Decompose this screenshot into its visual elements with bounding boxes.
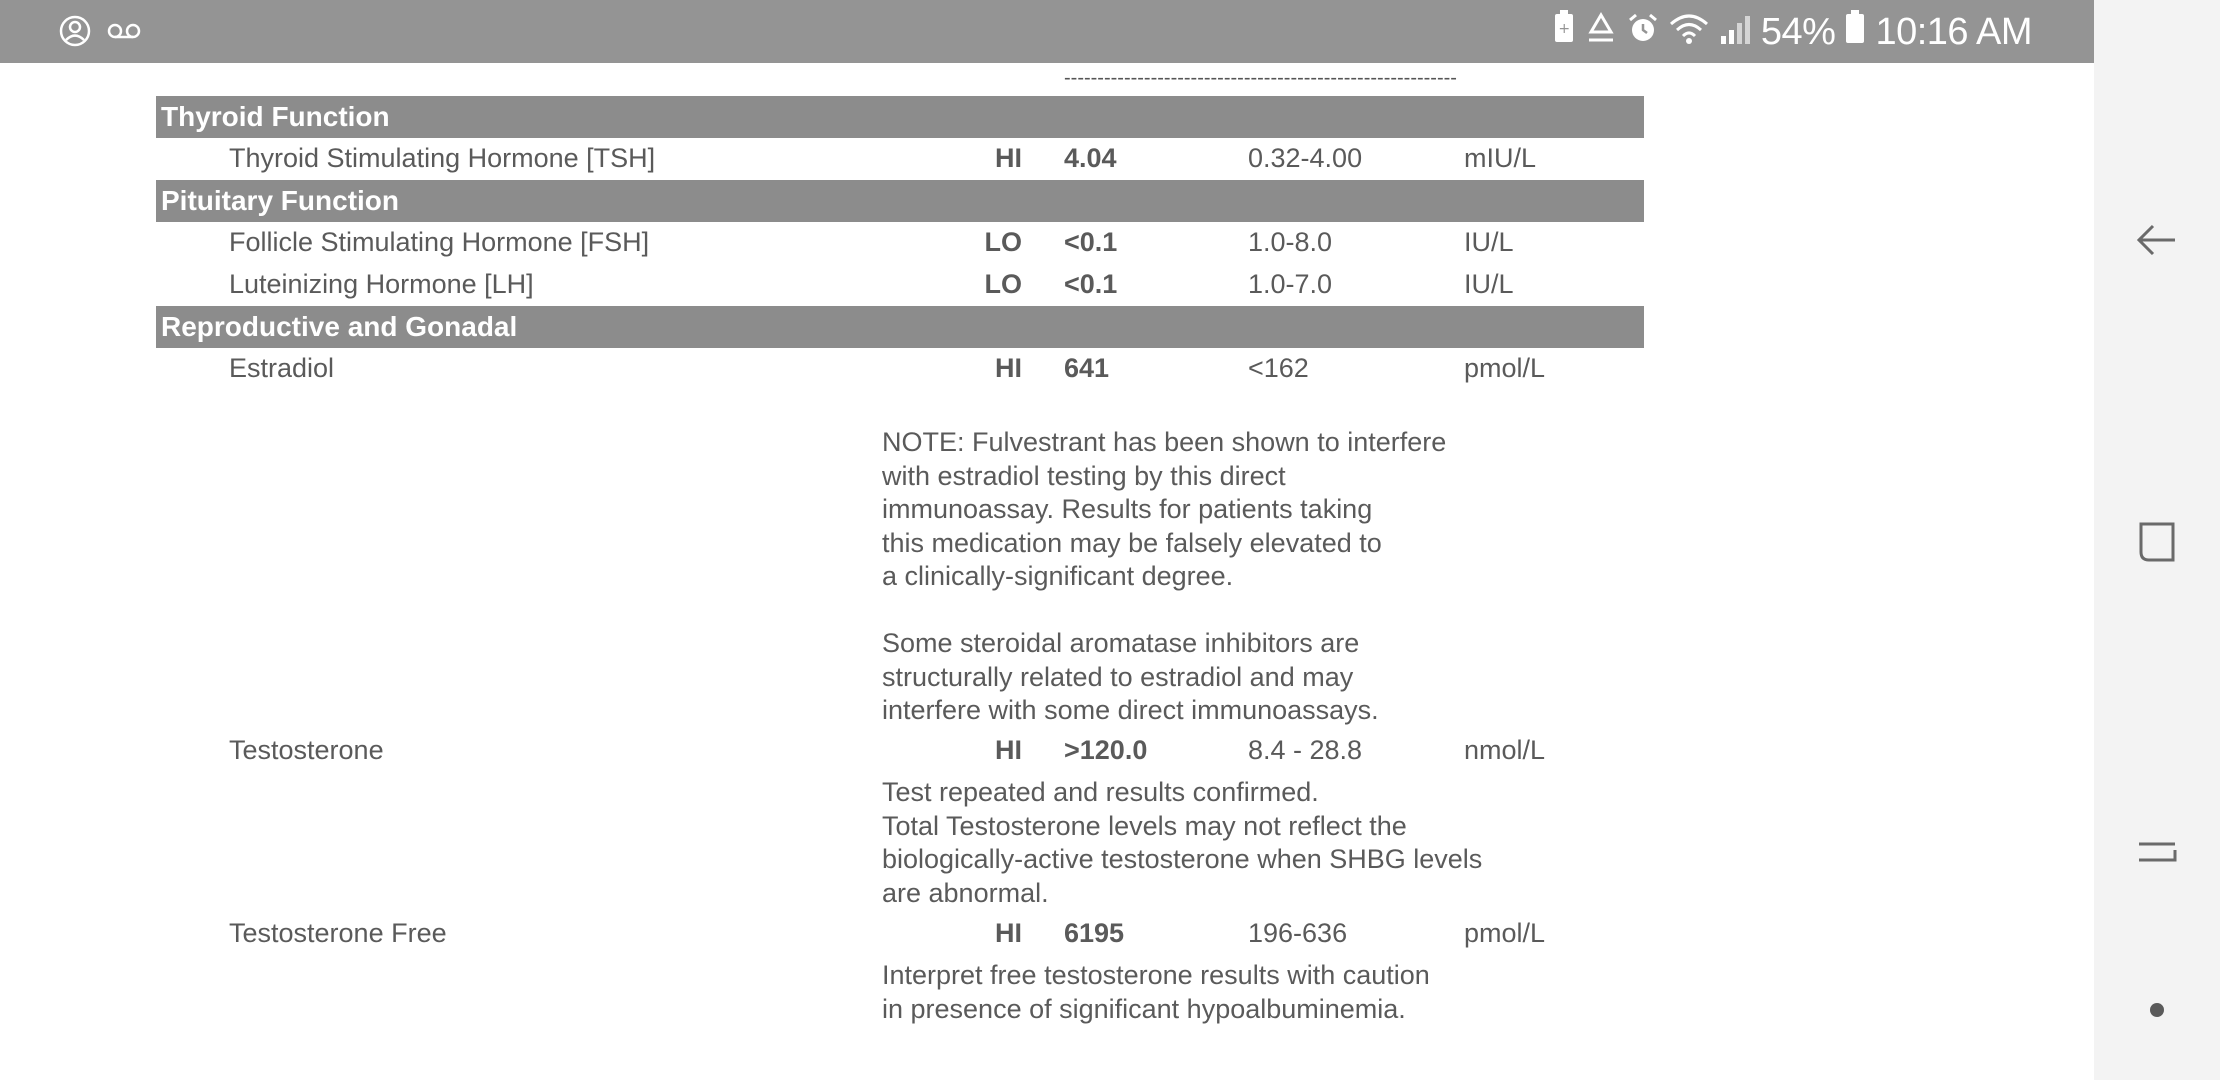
navigation-bar	[2094, 0, 2220, 1080]
reference-range: 1.0-8.0	[1248, 227, 1333, 257]
svg-text:+: +	[1558, 21, 1570, 37]
note-line: biologically-active testosterone when SHBG levels	[882, 844, 1483, 874]
recents-button[interactable]	[2094, 482, 2220, 602]
clock: 10:16 AM	[1875, 10, 2032, 53]
result-row-estradiol	[0, 348, 1700, 388]
test-name: Thyroid Stimulating Hormone [TSH]	[229, 143, 656, 173]
separator-dashes: -----------------------------------------------------------	[1064, 67, 1457, 89]
note-line: NOTE: Fulvestrant has been shown to interfere	[882, 427, 1447, 457]
result-row-testosterone-free	[0, 913, 1700, 953]
section-header-thyroid: Thyroid Function	[156, 96, 1644, 138]
assistant-dot[interactable]	[2094, 950, 2220, 1070]
result-flag: LO	[984, 227, 1022, 257]
test-name: Luteinizing Hormone [LH]	[229, 269, 534, 299]
reference-range: 0.32-4.00	[1248, 143, 1363, 173]
alarm-icon	[1627, 11, 1659, 54]
result-unit: pmol/L	[1464, 353, 1546, 383]
signal-icon	[1719, 11, 1751, 54]
result-value: 641	[1064, 353, 1110, 383]
note-line: Test repeated and results confirmed.	[882, 777, 1319, 807]
note-line: a clinically-significant degree.	[882, 561, 1234, 591]
battery-icon	[1845, 10, 1865, 54]
note-line: Interpret free testosterone results with caution	[882, 960, 1430, 990]
result-value: <0.1	[1064, 269, 1118, 299]
note-line: interfere with some direct immunoassays.	[882, 695, 1379, 725]
result-row-fsh	[0, 222, 1700, 262]
result-flag: HI	[995, 353, 1022, 383]
testosterone-free-note	[882, 959, 1430, 1026]
dot-icon	[2147, 1000, 2167, 1020]
result-flag: HI	[995, 143, 1022, 173]
section-header-pituitary: Pituitary Function	[156, 180, 1644, 222]
status-left-icons	[58, 14, 142, 53]
result-unit: mIU/L	[1464, 143, 1537, 173]
test-name: Follicle Stimulating Hormone [FSH]	[229, 227, 650, 257]
voicemail-icon	[106, 21, 142, 46]
note-line	[882, 594, 1446, 628]
account-circle-icon	[58, 14, 92, 53]
estradiol-note	[882, 426, 1446, 728]
result-unit: nmol/L	[1464, 735, 1546, 765]
wifi-icon	[1669, 11, 1709, 54]
result-flag: HI	[995, 918, 1022, 948]
note-line: Total Testosterone levels may not reflect the	[882, 810, 1407, 841]
note-line: with estradiol testing by this direct	[882, 460, 1286, 491]
back-arrow-icon	[2133, 216, 2181, 264]
note-line: in presence of significant hypoalbuminemia.	[882, 993, 1406, 1024]
test-name: Testosterone	[229, 735, 384, 765]
status-bar	[0, 0, 2094, 63]
back-button[interactable]	[2094, 180, 2220, 300]
recents-icon	[2133, 518, 2181, 566]
result-value: >120.0	[1064, 735, 1148, 765]
result-unit: IU/L	[1464, 227, 1514, 257]
result-row-lh	[0, 264, 1700, 304]
result-row-testosterone	[0, 730, 1700, 770]
home-icon	[2133, 824, 2181, 872]
note-line: Some steroidal aromatase inhibitors are	[882, 628, 1360, 658]
lab-report[interactable]	[0, 63, 2094, 1080]
note-line: are abnormal.	[882, 877, 1049, 908]
note-line: this medication may be falsely elevated to	[882, 527, 1382, 558]
result-value: 4.04	[1064, 143, 1117, 173]
result-unit: pmol/L	[1464, 918, 1546, 948]
note-line: structurally related to estradiol and may	[882, 661, 1354, 692]
reference-range: 1.0-7.0	[1248, 269, 1333, 299]
result-unit: IU/L	[1464, 269, 1514, 299]
battery-percent: 54%	[1760, 10, 1836, 53]
reference-range: 196-636	[1248, 918, 1348, 948]
reference-range: <162	[1248, 353, 1309, 383]
reference-range: 8.4 - 28.8	[1248, 735, 1363, 765]
battery-saver-icon	[1553, 10, 1575, 54]
recycle-icon	[1585, 11, 1617, 54]
test-name: Estradiol	[229, 353, 335, 383]
test-name: Testosterone Free	[229, 918, 447, 948]
result-row-tsh	[0, 138, 1700, 178]
section-header-reproductive: Reproductive and Gonadal	[156, 306, 1644, 348]
result-value: <0.1	[1064, 227, 1118, 257]
note-line: immunoassay. Results for patients taking	[882, 494, 1373, 524]
home-button[interactable]	[2094, 788, 2220, 908]
result-value: 6195	[1064, 918, 1125, 948]
testosterone-note	[882, 776, 1482, 910]
result-flag: LO	[984, 269, 1022, 299]
status-right-icons	[1553, 10, 2032, 54]
result-flag: HI	[995, 735, 1022, 765]
